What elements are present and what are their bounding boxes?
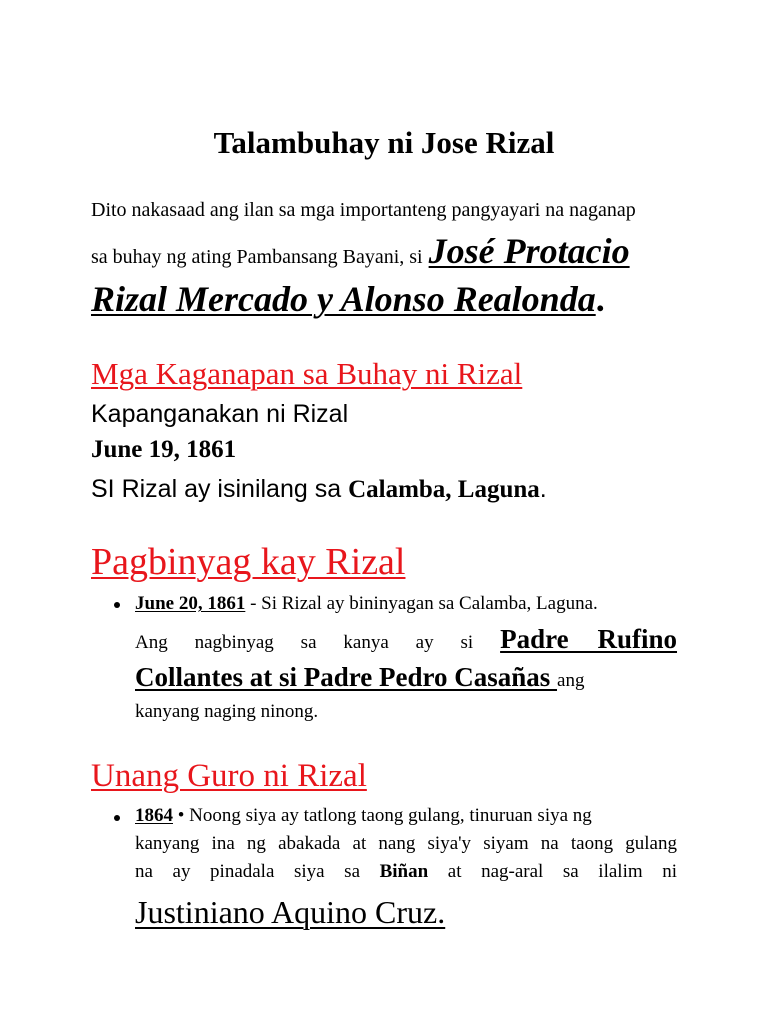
intro-line-2 (91, 230, 630, 278)
teacher-line-1 (135, 803, 677, 829)
teacher-text-3b: at nag-aral sa ilalim ni (447, 861, 678, 882)
bullet-icon (114, 602, 120, 608)
baptism-date: June 20, 1861 (135, 593, 246, 614)
baptism-line-2 (135, 622, 677, 660)
baptism-line-4: kanyang naging ninong. (135, 701, 319, 722)
place-binan: Biñan (379, 861, 429, 882)
section-heading-kaganapan: Mga Kaganapan sa Buhay ni Rizal (91, 356, 523, 391)
baptism-line-3 (135, 658, 677, 700)
teacher-line-3 (135, 859, 677, 885)
priest-name-2: Collantes at si Padre Pedro Casañas (135, 662, 558, 692)
baptism-text-2: Ang nagbinyag sa kanya ay si (135, 632, 474, 653)
birth-place-text (91, 472, 547, 507)
teacher-name: Justiniano Aquino Cruz. (135, 894, 446, 930)
intro-text: sa buhay ng ating Pambansang Bayani, si (91, 246, 423, 268)
rizal-name-part-2: Rizal Mercado y Alonso Realonda (91, 279, 596, 319)
section-heading-pagbinyag: Pagbinyag kay Rizal (91, 541, 406, 583)
section-heading-unang-guro: Unang Guro ni Rizal (91, 758, 367, 794)
priest-name-1: Padre Rufino (500, 624, 678, 654)
rizal-name-end: . (595, 279, 605, 319)
teacher-line-2: kanyang ina ng abakada at nang siya'y siyam na taong gulang (135, 833, 677, 854)
birth-place: Calamba, Laguna (348, 476, 540, 503)
document-title: Talambuhay ni Jose Rizal (213, 125, 555, 160)
teacher-year: 1864 (135, 805, 173, 826)
subheading-kapanganakan: Kapanganakan ni Rizal (91, 400, 349, 428)
baptism-text-3: ang (557, 670, 585, 691)
bullet-icon (114, 815, 120, 821)
teacher-text-3: na ay pinadala siya sa (135, 861, 360, 882)
intro-line-1: Dito nakasaad ang ilan sa mga importanteng pangyayari na naganap (91, 199, 636, 221)
baptism-line-1 (135, 590, 677, 618)
intro-line-3 (91, 276, 605, 322)
teacher-line-4 (135, 892, 677, 932)
birth-date: June 19, 1861 (91, 436, 237, 463)
birth-text: SI Rizal ay isinilang sa (91, 475, 342, 503)
baptism-text: - Si Rizal ay bininyagan sa Calamba, Laguna. (245, 593, 598, 614)
birth-text-end: . (539, 475, 547, 503)
rizal-name-part-1: José Protacio (428, 231, 630, 271)
teacher-text-1: • Noong siya ay tatlong taong gulang, tinuruan siya ng (173, 805, 592, 826)
